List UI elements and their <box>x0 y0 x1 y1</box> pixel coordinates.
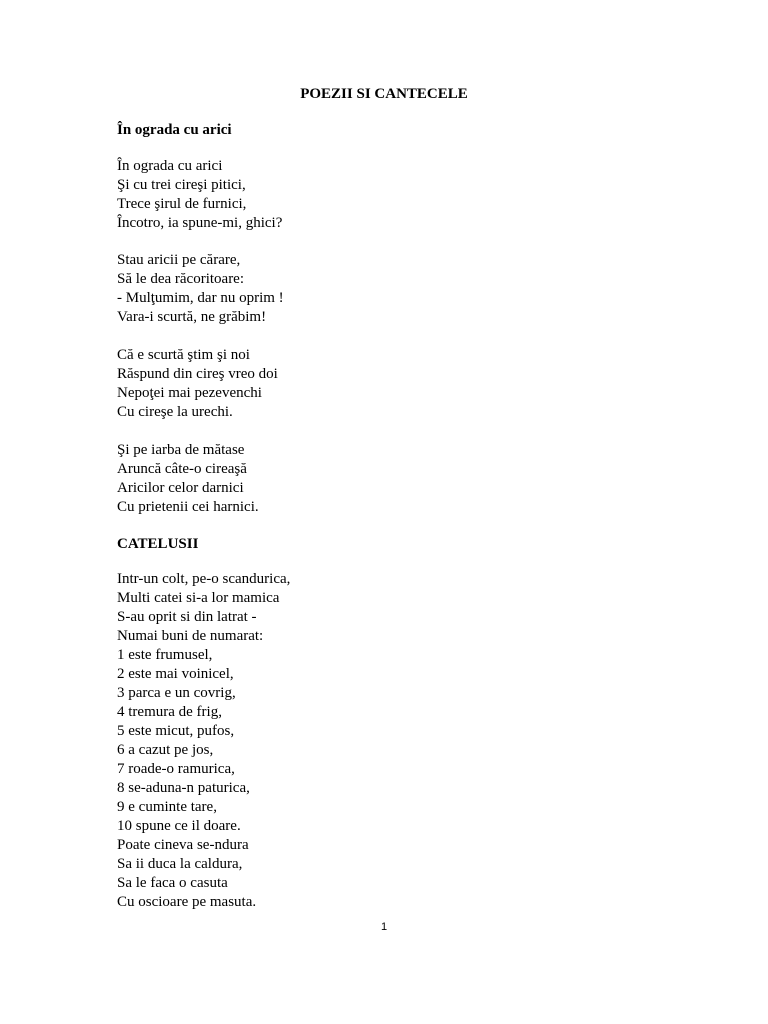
poem-line: Aricilor celor darnici <box>117 480 244 496</box>
poem-line: Aruncă câte-o cireaşă <box>117 461 247 477</box>
poem-line: Vara-i scurtă, ne grăbim! <box>117 309 267 325</box>
page-number: 1 <box>380 921 388 933</box>
document-title: POEZII SI CANTECELE <box>300 86 468 102</box>
poem-line: 5 este micut, pufos, <box>117 723 235 739</box>
poem-line: 10 spune ce il doare. <box>117 818 241 834</box>
poem-line: Încotro, ia spune-mi, ghici? <box>117 215 283 231</box>
poem-line: Şi pe iarba de mătase <box>117 442 245 458</box>
poem-line: Că e scurtă ştim şi noi <box>117 347 250 363</box>
poem-stanza <box>117 157 282 233</box>
poem-line: 7 roade-o ramurica, <box>117 761 235 777</box>
poem-stanza <box>117 251 284 327</box>
poem-line: 6 a cazut pe jos, <box>117 742 214 758</box>
poem-line: Răspund din cireş vreo doi <box>117 366 278 382</box>
poem-heading: În ograda cu arici <box>117 122 232 138</box>
poem-line: S-au oprit si din latrat - <box>117 609 257 625</box>
poem-line: Poate cineva se-ndura <box>117 837 249 853</box>
poem-line: Sa ii duca la caldura, <box>117 856 243 872</box>
poem-line: - Mulţumim, dar nu oprim ! <box>117 290 284 306</box>
poem-stanza <box>117 441 259 517</box>
poem-line: 3 parca e un covrig, <box>117 685 236 701</box>
poem-line: Şi cu trei cireşi pitici, <box>117 177 246 193</box>
poem-line: Stau aricii pe cărare, <box>117 252 241 268</box>
poem-line: Intr-un colt, pe-o scandurica, <box>117 571 291 587</box>
poem-line: Cu oscioare pe masuta. <box>117 894 257 910</box>
poem-line: Cu prietenii cei harnici. <box>117 499 259 515</box>
poem-stanza <box>117 346 278 422</box>
poem-line: În ograda cu arici <box>117 158 223 174</box>
poem-line: 9 e cuminte tare, <box>117 799 217 815</box>
poem-line: 2 este mai voinicel, <box>117 666 234 682</box>
poem-line: Nepoţei mai pezevenchi <box>117 385 262 401</box>
poem-heading: CATELUSII <box>117 536 199 552</box>
poem-line: Sa le faca o casuta <box>117 875 228 891</box>
poem-line: Să le dea răcoritoare: <box>117 271 245 287</box>
poem-line: 4 tremura de frig, <box>117 704 222 720</box>
poem-line: Cu cireşe la urechi. <box>117 404 233 420</box>
poem-line: Numai buni de numarat: <box>117 628 264 644</box>
poem-stanza <box>117 570 290 912</box>
poem-line: Multi catei si-a lor mamica <box>117 590 280 606</box>
poem-line: 8 se-aduna-n paturica, <box>117 780 250 796</box>
poem-line: 1 este frumusel, <box>117 647 213 663</box>
poem-line: Trece şirul de furnici, <box>117 196 247 212</box>
